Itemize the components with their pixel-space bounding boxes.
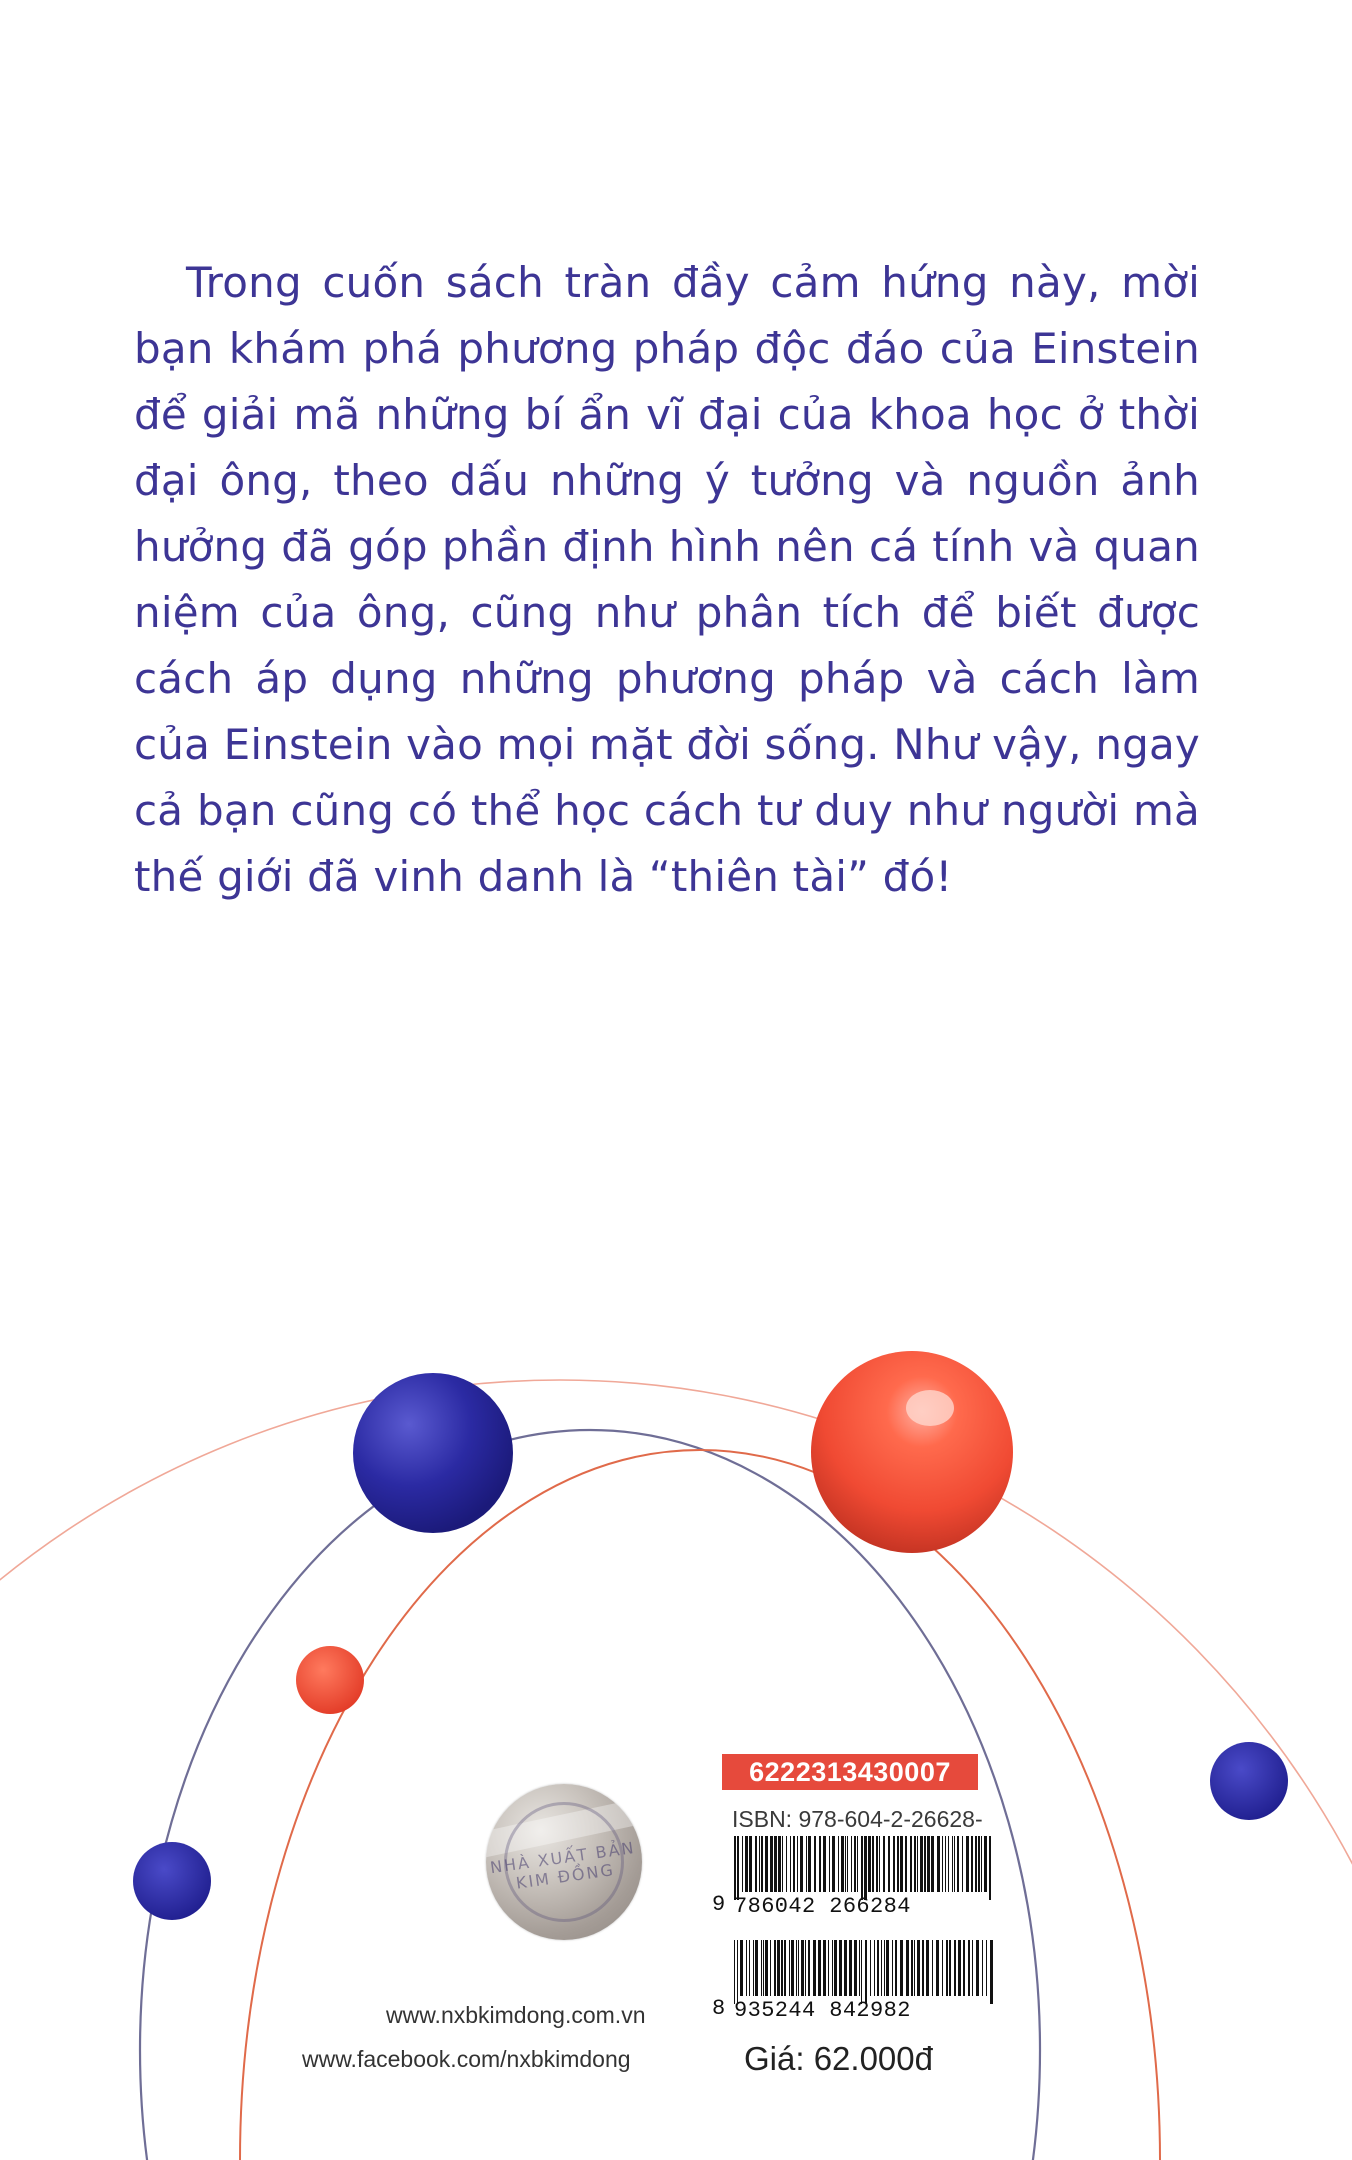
barcode-bar [761, 1940, 762, 1996]
barcode-bar [813, 1940, 816, 1996]
barcode-bar [859, 1940, 860, 1996]
barcode-bar [839, 1940, 842, 1996]
barcode-bar [819, 1836, 821, 1892]
barcode-bar [989, 1836, 991, 1900]
barcode-bar [888, 1836, 890, 1892]
barcode-bar [952, 1836, 953, 1892]
barcode-bar [946, 1940, 948, 1996]
barcode-bar [745, 1836, 748, 1892]
barcode-bar [781, 1940, 783, 1996]
barcode-bar [851, 1836, 852, 1892]
price-label: Giá: 62.000đ [744, 2040, 933, 2077]
red-sphere-highlight [906, 1390, 954, 1426]
barcode-bar [911, 1940, 913, 1996]
barcode-bar [986, 1940, 987, 1996]
barcode-bar [763, 1940, 764, 1996]
barcode-bar [905, 1836, 907, 1892]
barcode-bar [777, 1940, 780, 1996]
outer-red-orbit [0, 1380, 1352, 2160]
barcode-bar [942, 1836, 943, 1892]
barcode-bar [740, 1940, 743, 1996]
barcode-bar [972, 1940, 973, 1996]
barcode-bar [823, 1836, 826, 1892]
barcode-bar [806, 1836, 807, 1892]
barcode-bar [868, 1836, 871, 1892]
barcode-bar [761, 1836, 763, 1892]
barcode-bar [759, 1836, 760, 1892]
barcode-bar [876, 1836, 878, 1892]
barcode-bar [864, 1836, 867, 1900]
barcode-bar [742, 1836, 743, 1892]
barcode-bar [854, 1836, 856, 1892]
isbn-barcode-lead-digit: 9 [712, 1892, 726, 1917]
barcode-bar [963, 1940, 965, 1996]
barcode-bar [892, 1940, 893, 1996]
barcode-bar [808, 1940, 810, 1996]
isbn-barcode [708, 1836, 998, 1926]
barcode-bar [978, 1836, 980, 1892]
barcode-bar [753, 1940, 754, 1996]
barcode-bar [845, 1836, 846, 1892]
barcode-bar [755, 1940, 758, 1996]
barcode-bar [755, 1836, 757, 1892]
barcode-bar [857, 1836, 858, 1892]
barcode-bar [975, 1836, 977, 1892]
isbn-barcode-digits: 786042 266284 [734, 1894, 911, 1919]
barcode-bar [734, 1836, 736, 1900]
barcode-bar [765, 1940, 768, 1996]
barcode-bar [954, 1836, 955, 1892]
barcode-bar [897, 1836, 899, 1892]
barcode-bar [847, 1836, 848, 1892]
barcode-bar [884, 1940, 885, 1996]
ean-barcode-bars [734, 1940, 996, 2004]
barcode-bar [906, 1940, 909, 1996]
barcode-bar [895, 1940, 897, 1996]
barcode-bar [734, 1940, 735, 2004]
barcode-bar [949, 1940, 951, 1996]
barcode-bar [782, 1836, 783, 1892]
barcode-bar [789, 1940, 790, 1996]
barcode-bar [774, 1940, 776, 1996]
small-blue-sphere-left [133, 1842, 211, 1920]
barcode-bar [749, 1836, 752, 1892]
barcode-bar [737, 1836, 739, 1900]
barcode-bar [778, 1836, 781, 1892]
barcode-bar [861, 1940, 862, 2004]
barcode-bar [942, 1940, 943, 1996]
barcode-bar [914, 1940, 915, 1996]
barcode-bar [976, 1940, 979, 1996]
barcode-bar [793, 1836, 795, 1892]
barcode-bar [917, 1940, 920, 1996]
barcode-bar [900, 1836, 903, 1892]
barcode-bar [931, 1836, 934, 1892]
barcode-bar [926, 1940, 929, 1996]
publisher-facebook: www.facebook.com/nxbkimdong [302, 2046, 631, 2072]
serial-code-label: 6222313430007 [722, 1754, 978, 1790]
barcode-bar [765, 1836, 768, 1892]
barcode-bar [818, 1940, 821, 1996]
barcode-bar [800, 1836, 803, 1892]
barcode-bar [861, 1836, 863, 1900]
barcode-bar [770, 1836, 773, 1892]
barcode-bar [948, 1836, 949, 1892]
isbn-label: ISBN: 978-604-2-26628- [732, 1806, 983, 1832]
barcode-bar [749, 1940, 750, 1996]
barcode-bar [823, 1940, 826, 1996]
barcode-bar [936, 1940, 939, 1996]
barcode-bar [838, 1836, 839, 1892]
barcode-bar [954, 1940, 956, 1996]
barcode-bar [791, 1940, 794, 1996]
barcode-bar [872, 1836, 874, 1892]
barcode-bar [990, 1940, 993, 2004]
barcode-bar [814, 1836, 816, 1892]
ean-barcode-lead-digit: 8 [712, 1996, 726, 2021]
barcode-bar [981, 1836, 982, 1892]
barcode-bar [879, 1836, 880, 1892]
barcode-bar [737, 1940, 738, 2004]
barcode-bar [797, 1836, 798, 1892]
barcode-bar [982, 1940, 983, 1996]
barcode-bar [917, 1836, 918, 1892]
barcode-bar [798, 1940, 799, 1996]
barcode-bar [957, 1836, 959, 1892]
barcode-bar [834, 1940, 837, 1996]
ean-barcode-digits: 935244 842982 [734, 1998, 911, 2023]
barcode-bar [984, 1836, 987, 1892]
barcode-bar [874, 1940, 875, 1996]
barcode-bar [924, 1836, 926, 1892]
barcode-bar [883, 1836, 885, 1892]
barcode-bar [832, 1836, 835, 1892]
large-red-sphere [811, 1351, 1013, 1553]
barcode-bar [920, 1836, 923, 1892]
barcode-bar [922, 1940, 924, 1996]
barcode-bar [914, 1836, 916, 1892]
barcode-bar [849, 1940, 852, 1996]
barcode-bar [832, 1940, 833, 1996]
publisher-website: www.nxbkimdong.com.vn [386, 2002, 646, 2028]
barcode-bar [881, 1940, 882, 1996]
barcode-bar [784, 1940, 786, 1996]
barcode-bar [945, 1836, 946, 1892]
barcode-bar [808, 1836, 811, 1892]
barcode-bar [877, 1940, 879, 1996]
barcode-bar [958, 1940, 961, 1996]
barcode-bar [829, 1836, 830, 1892]
barcode-bar [893, 1836, 895, 1892]
barcode-bar [900, 1940, 903, 1996]
isbn-barcode-bars [734, 1836, 996, 1900]
barcode-bar [854, 1940, 857, 1996]
barcode-bar [828, 1940, 829, 1996]
barcode-bar [971, 1836, 973, 1892]
large-blue-sphere [353, 1373, 513, 1533]
barcode-bar [796, 1940, 797, 1996]
barcode-bar [937, 1836, 940, 1892]
barcode-bar [844, 1940, 847, 1996]
back-cover-blurb: Trong cuốn sách tràn đầy cảm hứng này, mời bạn khám phá phương pháp độc đáo của Einstein để giải mã những bí ẩn vĩ đại của khoa học ở thời đại ông, theo dấu những ý tưởng và nguồn ảnh hưởng đã góp phần định hình nên cá tính và quan niệm của ông, cũng như phân tích để biết được cách áp dụng những phương pháp và cách làm của Einstein vào mọi mặt đời sống. Như vậy, ngay cả bạn cũng có thể học cách tư duy như người mà thế giới đã vinh danh là “thiên tài” đó! [134, 258, 1200, 901]
barcode-bar [841, 1836, 844, 1892]
hologram-seal [486, 1784, 642, 1940]
barcode-bar [801, 1940, 804, 1996]
small-blue-sphere-right [1210, 1742, 1288, 1820]
seal-label: NHÀ XUẤT BẢN KIM ĐỒNG [488, 1837, 637, 1893]
barcode-bar [910, 1836, 912, 1892]
barcode-bar [790, 1836, 791, 1892]
barcode-bar [774, 1836, 777, 1892]
barcode-bar [805, 1940, 806, 1996]
barcode-bar [886, 1940, 889, 1996]
barcode-bar [870, 1940, 871, 1996]
ean-barcode [708, 1940, 998, 2032]
barcode-bar [932, 1940, 933, 1996]
barcode-bar [865, 1940, 867, 2004]
barcode-bar [786, 1836, 787, 1892]
barcode-bar [927, 1836, 930, 1892]
barcode-bar [770, 1940, 771, 1996]
barcode-bar [746, 1940, 747, 1996]
barcode-bar [968, 1940, 970, 1996]
small-red-sphere [296, 1646, 364, 1714]
barcode-bar [962, 1836, 963, 1892]
barcode-bar [966, 1836, 969, 1892]
